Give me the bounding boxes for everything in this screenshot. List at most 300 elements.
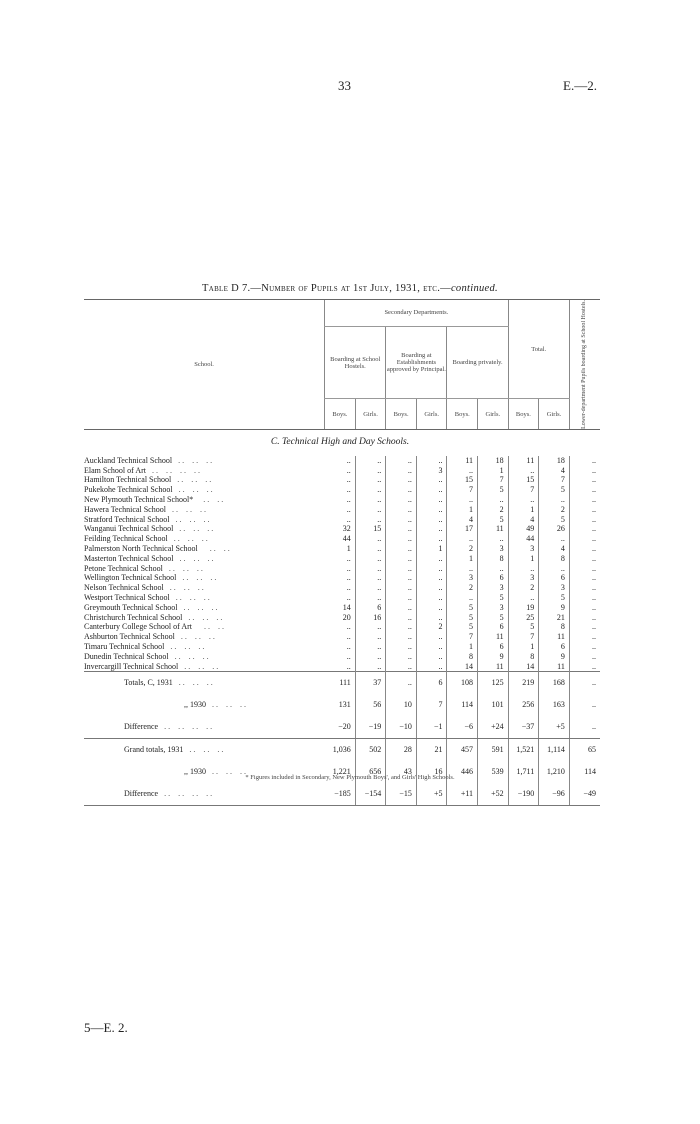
- value-cell: 656: [355, 761, 386, 783]
- value-cell: ..: [355, 534, 386, 544]
- boys-header: Boys.: [508, 399, 539, 430]
- page-number: 33: [338, 78, 351, 93]
- value-cell: 16: [355, 613, 386, 623]
- value-cell: 114: [447, 694, 478, 716]
- value-cell: 11: [508, 456, 539, 466]
- value-cell: 1: [447, 554, 478, 564]
- value-cell: 5: [539, 485, 570, 495]
- value-cell: ..: [447, 564, 478, 574]
- girls-header: Girls.: [355, 399, 386, 430]
- value-cell: ..: [416, 583, 447, 593]
- value-cell: ..: [569, 632, 600, 642]
- value-cell: ..: [346, 475, 351, 485]
- value-cell: 2: [478, 505, 509, 515]
- value-cell: ..: [386, 632, 417, 642]
- row-label: Stratford Technical School: [84, 514, 170, 524]
- value-cell: 9: [539, 652, 570, 662]
- value-cell: 2: [447, 544, 478, 554]
- value-cell: 5: [447, 613, 478, 623]
- table-row: [84, 456, 600, 466]
- value-cell: 7: [416, 694, 447, 716]
- footnote: * Figures included in Secondary, New Plymouth Boys', and Girls' High Schools.: [245, 774, 455, 781]
- value-cell: ..: [386, 603, 417, 613]
- value-cell: ..: [569, 716, 600, 739]
- value-cell: ..: [416, 475, 447, 485]
- school-name: [84, 694, 325, 716]
- value-cell: ..: [386, 573, 417, 583]
- value-cell: ..: [569, 485, 600, 495]
- value-cell: ..: [416, 662, 447, 672]
- value-cell: 3: [508, 544, 539, 554]
- value-cell: 1: [508, 505, 539, 515]
- value-cell: 7: [539, 475, 570, 485]
- value-cell: ..: [569, 524, 600, 534]
- row-label: Pukekohe Technical School: [84, 485, 173, 495]
- value-cell: ..: [569, 613, 600, 623]
- value-cell: 11: [539, 632, 570, 642]
- value-cell: 131: [338, 700, 351, 710]
- value-cell: 6: [355, 603, 386, 613]
- value-cell: 2: [447, 583, 478, 593]
- totals-row: [84, 783, 600, 806]
- row-label: Dunedin Technical School: [84, 651, 169, 661]
- value-cell: 7: [447, 485, 478, 495]
- value-cell: 8: [447, 652, 478, 662]
- value-cell: ..: [355, 515, 386, 525]
- value-cell: 2: [539, 505, 570, 515]
- value-cell: 44: [342, 534, 351, 544]
- leader-dots: . . . . . .: [178, 455, 213, 465]
- value-cell: ..: [508, 564, 539, 574]
- school-name: [84, 603, 325, 613]
- leader-dots: . . . . . .: [189, 745, 224, 755]
- table-row: [84, 515, 600, 525]
- table-row: [84, 603, 600, 613]
- value-cell: 3: [478, 544, 509, 554]
- school-name: [84, 583, 325, 593]
- value-cell: 4: [447, 515, 478, 525]
- value-cell: ..: [346, 553, 351, 563]
- school-name: [84, 534, 325, 544]
- value-cell: ..: [569, 622, 600, 632]
- value-cell: 6: [539, 642, 570, 652]
- value-cell: ..: [569, 652, 600, 662]
- value-cell: ..: [569, 515, 600, 525]
- value-cell: ..: [539, 534, 570, 544]
- school-name: [84, 495, 325, 505]
- value-cell: ..: [416, 603, 447, 613]
- value-cell: 21: [416, 739, 447, 762]
- school-name: [84, 613, 325, 623]
- value-cell: ..: [346, 632, 351, 642]
- leader-dots: . . . . . .: [171, 504, 206, 514]
- value-cell: ..: [569, 554, 600, 564]
- value-cell: 2: [416, 622, 447, 632]
- value-cell: ..: [386, 652, 417, 662]
- value-cell: ..: [416, 515, 447, 525]
- value-cell: 591: [478, 739, 509, 762]
- value-cell: 446: [447, 761, 478, 783]
- value-cell: ..: [569, 672, 600, 695]
- value-cell: 6: [416, 672, 447, 695]
- value-cell: −154: [355, 783, 386, 806]
- school-name: [84, 622, 325, 632]
- value-cell: 17: [447, 524, 478, 534]
- value-cell: ..: [416, 642, 447, 652]
- row-label: ,, 1930: [184, 700, 206, 710]
- table-row: [84, 613, 600, 623]
- value-cell: 6: [478, 573, 509, 583]
- value-cell: 56: [355, 694, 386, 716]
- value-cell: +52: [478, 783, 509, 806]
- value-cell: 1: [346, 544, 351, 554]
- school-name: [84, 716, 325, 739]
- value-cell: 43: [386, 761, 417, 783]
- value-cell: 8: [539, 622, 570, 632]
- leader-dots: . . . . . .: [177, 475, 212, 485]
- school-name: [84, 505, 325, 515]
- value-cell: −1: [416, 716, 447, 739]
- leader-dots: . . . .: [199, 495, 224, 505]
- value-cell: ..: [355, 583, 386, 593]
- value-cell: ..: [355, 593, 386, 603]
- value-cell: 11: [539, 662, 570, 672]
- row-label: Grand totals, 1931: [124, 745, 184, 755]
- leader-dots: . . . . . .: [212, 767, 246, 777]
- row-label: Petone Technical School: [84, 563, 163, 573]
- value-cell: 219: [508, 672, 539, 695]
- value-cell: ..: [386, 622, 417, 632]
- row-label: Difference: [124, 722, 159, 732]
- value-cell: 28: [386, 739, 417, 762]
- value-cell: ..: [346, 563, 351, 573]
- school-name: [84, 652, 325, 662]
- value-cell: −190: [508, 783, 539, 806]
- row-label: Canterbury College School of Art: [84, 622, 192, 632]
- school-name: [84, 515, 325, 525]
- table-row: [84, 662, 600, 672]
- value-cell: ..: [355, 475, 386, 485]
- value-cell: ..: [346, 622, 351, 632]
- school-name: [84, 564, 325, 574]
- bottom-document-code: 5—E. 2.: [84, 1020, 128, 1035]
- value-cell: ..: [416, 505, 447, 515]
- value-cell: 1,036: [325, 739, 356, 762]
- boys-header: Boys.: [325, 399, 356, 430]
- value-cell: 1,114: [539, 739, 570, 762]
- school-name: [84, 593, 325, 603]
- value-cell: 18: [539, 456, 570, 466]
- table-row: [84, 573, 600, 583]
- hostels-header: Boarding at School Hostels.: [325, 326, 386, 399]
- value-cell: ..: [508, 593, 539, 603]
- school-name: [84, 456, 325, 466]
- value-cell: 4: [508, 515, 539, 525]
- leader-dots: . . . . . .: [184, 661, 219, 671]
- table-row: [84, 524, 600, 534]
- school-name: [84, 554, 325, 564]
- value-cell: ..: [569, 662, 600, 672]
- value-cell: ..: [569, 456, 600, 466]
- value-cell: 7: [447, 632, 478, 642]
- value-cell: ..: [416, 632, 447, 642]
- value-cell: ..: [478, 495, 509, 505]
- value-cell: 256: [508, 694, 539, 716]
- value-cell: 1,221: [332, 767, 351, 777]
- row-label: Nelson Technical School: [84, 583, 164, 593]
- value-cell: 7: [478, 475, 509, 485]
- value-cell: ..: [416, 652, 447, 662]
- value-cell: ..: [386, 505, 417, 515]
- value-cell: 2: [508, 583, 539, 593]
- row-label: Greymouth Technical School: [84, 602, 178, 612]
- value-cell: 26: [539, 524, 570, 534]
- table-body: [84, 429, 600, 806]
- value-cell: 7: [508, 632, 539, 642]
- value-cell: 5: [539, 593, 570, 603]
- row-label: Westport Technical School: [84, 593, 170, 603]
- value-cell: 14: [342, 602, 351, 612]
- value-cell: ..: [346, 573, 351, 583]
- value-cell: ..: [569, 505, 600, 515]
- value-cell: ..: [346, 514, 351, 524]
- value-cell: 49: [508, 524, 539, 534]
- school-name: [84, 475, 325, 485]
- table-row: [84, 652, 600, 662]
- value-cell: −185: [325, 783, 356, 806]
- value-cell: 16: [416, 761, 447, 783]
- table-row: [84, 505, 600, 515]
- value-cell: ..: [386, 564, 417, 574]
- value-cell: ..: [386, 485, 417, 495]
- total-header: Total.: [508, 300, 569, 399]
- value-cell: 21: [539, 613, 570, 623]
- value-cell: 4: [539, 466, 570, 476]
- value-cell: ..: [355, 662, 386, 672]
- row-label: ,, 1930: [184, 767, 206, 777]
- table-row: [84, 564, 600, 574]
- value-cell: 4: [539, 544, 570, 554]
- value-cell: 6: [539, 573, 570, 583]
- leader-dots: . . . . . . . .: [164, 722, 213, 732]
- leader-dots: . . . . . .: [188, 612, 223, 622]
- leader-dots: . . . . . .: [174, 651, 209, 661]
- lower-department-label: Lower-department Pupils boarding at School Hostels.: [581, 300, 588, 429]
- value-cell: 3: [478, 583, 509, 593]
- value-cell: ..: [386, 593, 417, 603]
- value-cell: ..: [569, 694, 600, 716]
- secondary-departments-header: Secondary Departments.: [325, 300, 509, 327]
- value-cell: −49: [569, 783, 600, 806]
- value-cell: −37: [508, 716, 539, 739]
- totals-row: [84, 672, 600, 695]
- value-cell: ..: [386, 475, 417, 485]
- leader-dots: . . . . . .: [179, 524, 214, 534]
- value-cell: 101: [478, 694, 509, 716]
- value-cell: ..: [569, 603, 600, 613]
- value-cell: ..: [355, 622, 386, 632]
- value-cell: ..: [346, 583, 351, 593]
- value-cell: −19: [355, 716, 386, 739]
- value-cell: 7: [508, 485, 539, 495]
- value-cell: 5: [478, 485, 509, 495]
- value-cell: ..: [416, 495, 447, 505]
- value-cell: 5: [478, 515, 509, 525]
- value-cell: ..: [386, 534, 417, 544]
- value-cell: 20: [342, 612, 351, 622]
- value-cell: ..: [508, 466, 539, 476]
- value-cell: 539: [478, 761, 509, 783]
- value-cell: +24: [478, 716, 509, 739]
- value-cell: 1: [508, 642, 539, 652]
- value-cell: 44: [508, 534, 539, 544]
- value-cell: ..: [569, 583, 600, 593]
- value-cell: ..: [416, 524, 447, 534]
- value-cell: +5: [416, 783, 447, 806]
- value-cell: ..: [386, 613, 417, 623]
- value-cell: ..: [386, 456, 417, 466]
- school-name: [84, 642, 325, 652]
- lower-department-header: [569, 300, 600, 430]
- value-cell: 1,210: [539, 761, 570, 783]
- value-cell: ..: [355, 495, 386, 505]
- value-cell: ..: [386, 672, 417, 695]
- value-cell: ..: [386, 583, 417, 593]
- table-row: [84, 583, 600, 593]
- document-code: E.—2.: [563, 78, 597, 93]
- table-row: [84, 544, 600, 554]
- value-cell: ..: [416, 573, 447, 583]
- value-cell: 1,711: [508, 761, 539, 783]
- value-cell: 3: [478, 603, 509, 613]
- value-cell: ..: [569, 593, 600, 603]
- establishments-header: Boarding at Establishments approved by Principal.: [386, 326, 447, 399]
- privately-header: Boarding privately.: [447, 326, 508, 399]
- value-cell: 8: [478, 554, 509, 564]
- girls-header: Girls.: [478, 399, 509, 430]
- value-cell: ..: [355, 505, 386, 515]
- value-cell: ..: [569, 475, 600, 485]
- value-cell: ..: [355, 652, 386, 662]
- table-row: [84, 622, 600, 632]
- value-cell: ..: [478, 534, 509, 544]
- table-row: [84, 642, 600, 652]
- value-cell: ..: [386, 662, 417, 672]
- leader-dots: . . . . . .: [183, 602, 218, 612]
- value-cell: 125: [478, 672, 509, 695]
- value-cell: ..: [386, 515, 417, 525]
- value-cell: 1: [447, 642, 478, 652]
- value-cell: ..: [355, 466, 386, 476]
- value-cell: 5: [508, 622, 539, 632]
- girls-header: Girls.: [539, 399, 570, 430]
- table-row: [84, 495, 600, 505]
- value-cell: ..: [346, 651, 351, 661]
- value-cell: 1: [478, 466, 509, 476]
- value-cell: ..: [386, 642, 417, 652]
- value-cell: −96: [539, 783, 570, 806]
- value-cell: 114: [569, 761, 600, 783]
- value-cell: 6: [478, 622, 509, 632]
- value-cell: ..: [416, 554, 447, 564]
- value-cell: 111: [325, 672, 356, 695]
- value-cell: ..: [478, 564, 509, 574]
- school-name: [84, 632, 325, 642]
- value-cell: ..: [569, 564, 600, 574]
- value-cell: 65: [569, 739, 600, 762]
- value-cell: 15: [447, 475, 478, 485]
- leader-dots: . . . . . . . .: [164, 789, 213, 799]
- leader-dots: . . . . . .: [180, 632, 215, 642]
- row-label: Invercargill Technical School: [84, 661, 179, 671]
- leader-dots: . . . . . .: [170, 642, 205, 651]
- value-cell: ..: [569, 544, 600, 554]
- value-cell: 1: [416, 544, 447, 554]
- value-cell: 9: [539, 603, 570, 613]
- value-cell: ..: [447, 466, 478, 476]
- value-cell: 37: [355, 672, 386, 695]
- school-name: [84, 573, 325, 583]
- row-label: Palmerston North Technical School: [84, 544, 198, 554]
- value-cell: 163: [539, 694, 570, 716]
- boys-header: Boys.: [447, 399, 478, 430]
- row-label: Totals, C, 1931: [124, 678, 173, 688]
- leader-dots: . . . .: [203, 544, 230, 554]
- value-cell: ..: [355, 632, 386, 642]
- row-label: Hamilton Technical School: [84, 475, 172, 485]
- totals-row: [84, 739, 600, 762]
- table-row: [84, 485, 600, 495]
- value-cell: 3: [447, 573, 478, 583]
- section-row: [84, 429, 600, 456]
- value-cell: 10: [386, 694, 417, 716]
- value-cell: 18: [478, 456, 509, 466]
- value-cell: 32: [342, 524, 351, 534]
- row-label: Masterton Technical School: [84, 553, 174, 563]
- value-cell: +11: [447, 783, 478, 806]
- table-title-continued: continued.: [450, 283, 498, 294]
- school-name: [84, 662, 325, 672]
- girls-header: Girls.: [416, 399, 447, 430]
- leader-dots: . . . . . .: [212, 700, 246, 710]
- value-cell: 1,521: [508, 739, 539, 762]
- table-row: [84, 593, 600, 603]
- value-cell: 11: [447, 456, 478, 466]
- value-cell: ..: [386, 466, 417, 476]
- value-cell: 502: [355, 739, 386, 762]
- value-cell: 11: [478, 662, 509, 672]
- value-cell: ..: [508, 495, 539, 505]
- leader-dots: . . . . . .: [173, 534, 208, 544]
- value-cell: 6: [478, 642, 509, 652]
- row-label: Feilding Technical School: [84, 534, 168, 544]
- pupils-table: [84, 299, 600, 806]
- school-name: [84, 485, 325, 495]
- totals-row: [84, 694, 600, 716]
- value-cell: 3: [539, 583, 570, 593]
- value-cell: ..: [416, 534, 447, 544]
- value-cell: ..: [355, 642, 386, 652]
- value-cell: ..: [569, 534, 600, 544]
- table-row: [84, 475, 600, 485]
- leader-dots: . . . . . .: [169, 583, 204, 593]
- value-cell: ..: [346, 465, 351, 475]
- value-cell: 11: [478, 524, 509, 534]
- value-cell: ..: [416, 456, 447, 466]
- row-label: Difference: [124, 789, 159, 799]
- table-row: [84, 632, 600, 642]
- value-cell: 5: [478, 613, 509, 623]
